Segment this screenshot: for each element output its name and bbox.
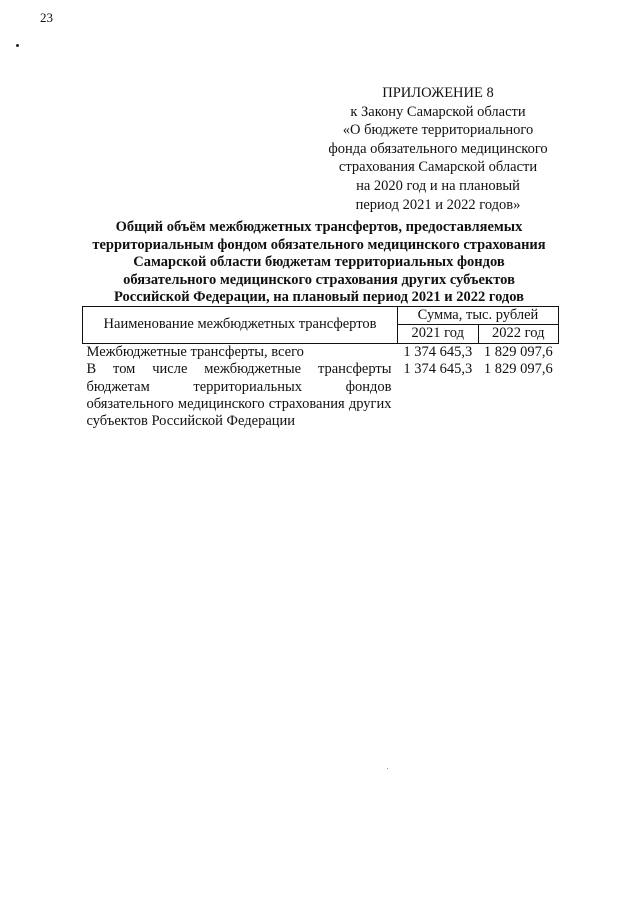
table-header-row	[83, 307, 559, 325]
table-row	[83, 343, 559, 361]
appendix-line: к Закону Самарской области	[350, 103, 526, 120]
header-name: Наименование межбюджетных трансфертов	[83, 307, 398, 344]
header-year-2021: 2021 год	[398, 325, 479, 343]
table-row	[83, 361, 559, 431]
title-line: Самарской области бюджетам территориальных фондов	[133, 254, 505, 271]
row-name: Межбюджетные трансферты, всего	[86, 343, 304, 360]
title-line: территориальным фондом обязательного медицинского страхования	[92, 236, 546, 253]
appendix-line: период 2021 и 2022 годов»	[355, 196, 521, 213]
title-line: обязательного медицинского страхования других субъектов	[123, 271, 515, 288]
appendix-block	[318, 84, 558, 214]
appendix-line: «О бюджете территориального	[342, 122, 534, 139]
document-title	[80, 219, 558, 307]
row-name: В том числе межбюджетные трансферты бюджетам территориальных фондов обязательного медицинского страхования других субъектов Российской Федерации	[86, 361, 392, 430]
stray-mark	[16, 44, 19, 47]
row-value-2022: 1 829 097,6	[483, 361, 553, 378]
scan-speck	[387, 768, 388, 769]
appendix-line: фонда обязательного медицинского	[328, 140, 548, 157]
appendix-line: на 2020 год и на плановый	[356, 177, 520, 194]
transfers-table	[82, 306, 559, 431]
header-sum: Сумма, тыс. рублей	[398, 307, 559, 325]
appendix-line: страхования Самарской области	[338, 159, 538, 176]
appendix-title: ПРИЛОЖЕНИЕ 8	[382, 85, 494, 101]
page-number: 23	[40, 10, 53, 25]
title-line: Российской Федерации, на плановый период 2021 и 2022 годов	[114, 289, 524, 306]
title-line: Общий объём межбюджетных трансфертов, предоставляемых	[115, 219, 523, 235]
row-value-2021: 1 374 645,3	[403, 361, 473, 378]
row-value-2021: 1 374 645,3	[403, 343, 473, 360]
header-year-2022: 2022 год	[478, 325, 559, 343]
row-value-2022: 1 829 097,6	[483, 343, 553, 360]
